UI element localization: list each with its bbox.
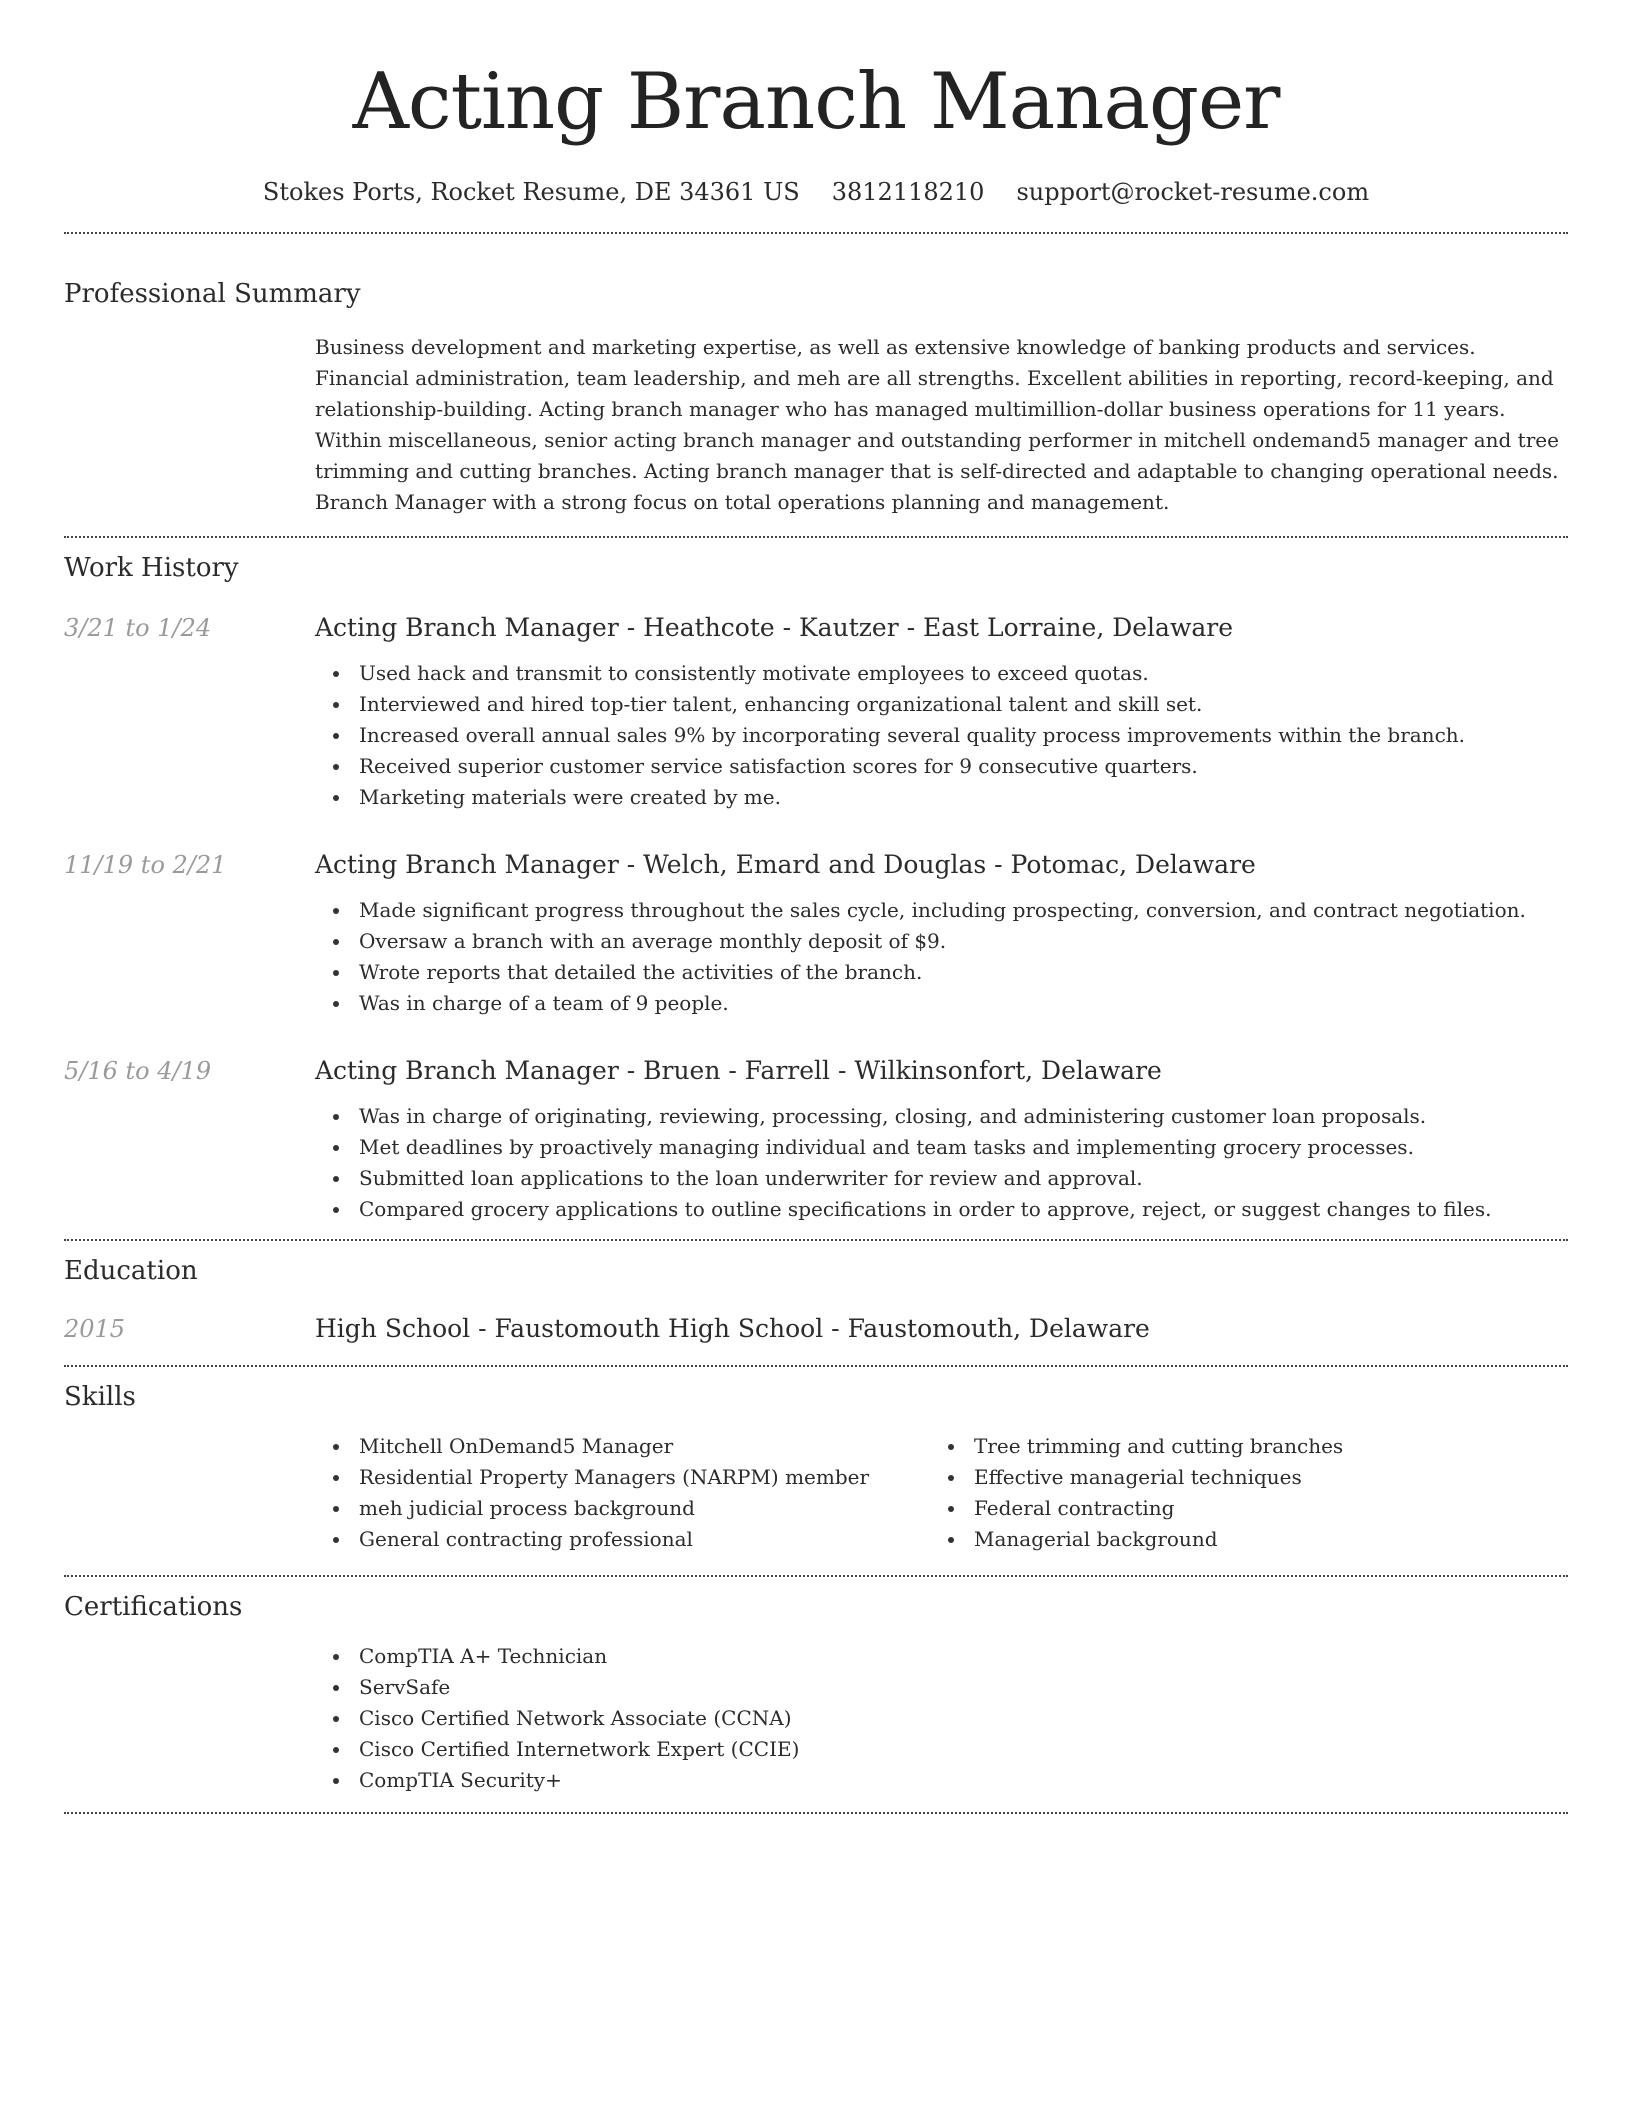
list-item: Tree trimming and cutting branches [930,1431,1545,1462]
job-heading: Acting Branch Manager - Bruen - Farrell - Wilkinsonfort, Delaware [315,1056,1162,1085]
job-entry [64,847,1568,1019]
education-heading: High School - Faustomouth High School - Faustomouth, Delaware [315,1314,1150,1343]
list-item: Interviewed and hired top-tier talent, enhancing organizational talent and skill set. [315,689,1568,720]
divider [64,1575,1568,1577]
section-title-skills: Skills [64,1382,136,1412]
list-item: Compared grocery applications to outline specifications in order to approve, reject, or suggest changes to files. [315,1194,1568,1225]
list-item: Received superior customer service satisfaction scores for 9 consecutive quarters. [315,751,1568,782]
list-item: Oversaw a branch with an average monthly deposit of $9. [315,926,1568,957]
job-bullets [315,895,1568,1019]
job-entry [64,610,1568,813]
list-item: Used hack and transmit to consistently motivate employees to exceed quotas. [315,658,1568,689]
section-title-education: Education [64,1256,198,1286]
list-item: CompTIA A+ Technician [315,1641,1568,1672]
list-item: Marketing materials were created by me. [315,782,1568,813]
work-section [64,548,1568,1225]
skills-list-left [315,1431,930,1555]
summary-section [64,274,1568,518]
education-section [64,1251,1568,1347]
job-bullets [315,1101,1568,1225]
list-item: Cisco Certified Network Associate (CCNA) [315,1703,1568,1734]
job-entry [64,1053,1568,1225]
certifications-section [64,1587,1568,1796]
resume-page [64,0,1568,1814]
job-dates: 3/21 to 1/24 [64,614,212,642]
job-heading: Acting Branch Manager - Heathcote - Kautzer - East Lorraine, Delaware [315,613,1234,642]
divider [64,536,1568,538]
list-item: Was in charge of a team of 9 people. [315,988,1568,1019]
section-title-certifications: Certifications [64,1592,243,1622]
skills-section [64,1377,1568,1555]
summary-text: Business development and marketing expertise, as well as extensive knowledge of banking products and services. Financial administration, team leadership, and meh are all strengths. Excellent abilities in reporting, record-keeping, and relationship-building. Acting branch manager who has managed multimillion-dollar business operations for 11 years. Within miscellaneous, senior acting branch manager and outstanding performer in mitchell ondemand5 manager and tree trimming and cutting branches. Acting branch manager that is self-directed and adaptable to changing operational needs. Branch Manager with a strong focus on total operations planning and management. [315,335,1559,514]
list-item: Federal contracting [930,1493,1545,1524]
job-heading: Acting Branch Manager - Welch, Emard and Douglas - Potomac, Delaware [315,850,1256,879]
list-item: Wrote reports that detailed the activities of the branch. [315,957,1568,988]
list-item: Mitchell OnDemand5 Manager [315,1431,930,1462]
list-item: Met deadlines by proactively managing individual and team tasks and implementing grocery processes. [315,1132,1568,1163]
divider [64,1812,1568,1814]
list-item: Made significant progress throughout the sales cycle, including prospecting, conversion, and contract negotiation. [315,895,1568,926]
divider [64,1365,1568,1367]
list-item: ServSafe [315,1672,1568,1703]
job-bullets [315,658,1568,813]
email: support@rocket-resume.com [1016,178,1370,206]
list-item: Cisco Certified Internetwork Expert (CCIE) [315,1734,1568,1765]
list-item: General contracting professional [315,1524,930,1555]
list-item: CompTIA Security+ [315,1765,1568,1796]
job-dates: 11/19 to 2/21 [64,851,227,879]
section-title-work: Work History [64,553,239,583]
job-dates: 5/16 to 4/19 [64,1057,212,1085]
list-item: Submitted loan applications to the loan underwriter for review and approval. [315,1163,1568,1194]
list-item: meh judicial process background [315,1493,930,1524]
list-item: Managerial background [930,1524,1545,1555]
section-title-summary: Professional Summary [64,279,361,309]
candidate-name: Acting Branch Manager [352,57,1280,147]
phone: 3812118210 [831,178,985,206]
certifications-list [315,1641,1568,1796]
divider [64,232,1568,234]
list-item: Was in charge of originating, reviewing, processing, closing, and administering customer loan proposals. [315,1101,1568,1132]
list-item: Residential Property Managers (NARPM) member [315,1462,930,1493]
list-item: Effective managerial techniques [930,1462,1545,1493]
education-year: 2015 [64,1315,126,1343]
address: Stokes Ports, Rocket Resume, DE 34361 US [262,178,800,206]
divider [64,1239,1568,1241]
list-item: Increased overall annual sales 9% by incorporating several quality process improvements within the branch. [315,720,1568,751]
skills-list-right [930,1431,1545,1555]
contact-line [64,172,1568,212]
